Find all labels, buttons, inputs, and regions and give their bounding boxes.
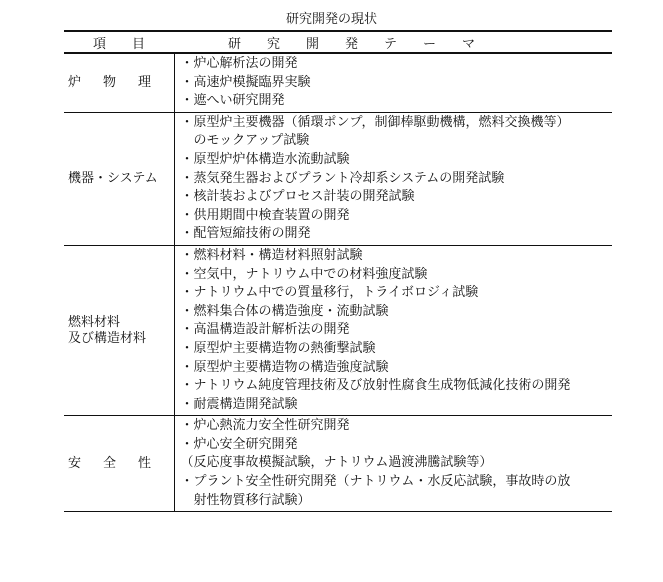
- list-item: 射性物質移行試験）: [180, 492, 311, 508]
- category-text: 安全性: [68, 455, 174, 471]
- list-item: ・耐震構造開発試験: [180, 396, 298, 412]
- theme-list: [174, 245, 612, 415]
- list-item: ・空気中，ナトリウム中での材料強度試験: [180, 266, 428, 282]
- list-item: ・蒸気発生器およびプラント冷却系システムの開発試験: [180, 170, 505, 186]
- section-safety: [64, 416, 612, 512]
- category-label: [64, 112, 174, 245]
- list-item: ・プラント安全性研究開発（ナトリウム・水反応試験，事故時の放: [180, 474, 571, 490]
- list-item: ・炉心熱流力安全性研究開発: [180, 418, 350, 434]
- list-item: ・炉心解析法の開発: [180, 56, 298, 71]
- category-label: [64, 245, 174, 415]
- list-item: ・高温構造設計解析法の開発: [180, 322, 350, 338]
- category-text-line1: 燃料材料: [68, 314, 121, 330]
- page-title: 研究開発の現状: [285, 12, 377, 27]
- section-materials: [64, 245, 612, 415]
- list-item: ・ナトリウム純度管理技術及び放射性腐食生成物低減化技術の開発: [180, 378, 571, 394]
- list-item: ・原型炉主要機器（循環ポンプ，制御棒駆動機構，燃料交換機等）: [180, 114, 570, 130]
- header-item: 項目: [64, 31, 174, 53]
- list-item: ・原型炉主要構造物の構造強度試験: [180, 359, 389, 375]
- category-text: 炉物理: [68, 74, 174, 90]
- list-item: ・配管短縮技術の開発: [180, 226, 311, 242]
- list-item: ・炉心安全研究開発: [180, 436, 298, 452]
- category-text-line2: 及び構造材料: [68, 330, 147, 346]
- category-label: [64, 53, 174, 112]
- list-item: ・遮へい研究開発: [180, 93, 285, 109]
- section-equipment-system: [64, 112, 612, 245]
- list-item: ・供用期間中検査装置の開発: [180, 207, 350, 223]
- list-item: （反応度事故模擬試験，ナトリウム過渡沸騰試験等）: [180, 455, 493, 471]
- theme-list: [174, 53, 612, 112]
- section-reactor-physics: [64, 53, 612, 112]
- list-item: ・ナトリウム中での質量移行，トライボロジィ試験: [180, 285, 479, 301]
- category-label: [64, 416, 174, 512]
- theme-list: [174, 112, 612, 245]
- list-item: ・核計装およびプロセス計装の開発試験: [180, 189, 415, 205]
- category-text: 機器・システム: [68, 170, 158, 186]
- list-item: ・燃料材料・構造材料照射試験: [180, 247, 363, 263]
- table-header-row: [64, 31, 612, 53]
- header-theme: 研究開発テーマ: [174, 31, 612, 53]
- research-status-table: [64, 30, 612, 512]
- list-item: のモックアップ試験: [180, 133, 310, 149]
- list-item: ・原型炉主要構造物の熱衝撃試験: [180, 340, 376, 356]
- list-item: ・高速炉模擬臨界実験: [180, 74, 311, 90]
- list-item: ・燃料集合体の構造強度・流動試験: [180, 303, 389, 319]
- list-item: ・原型炉炉体構造水流動試験: [180, 151, 350, 167]
- theme-list: [174, 416, 612, 512]
